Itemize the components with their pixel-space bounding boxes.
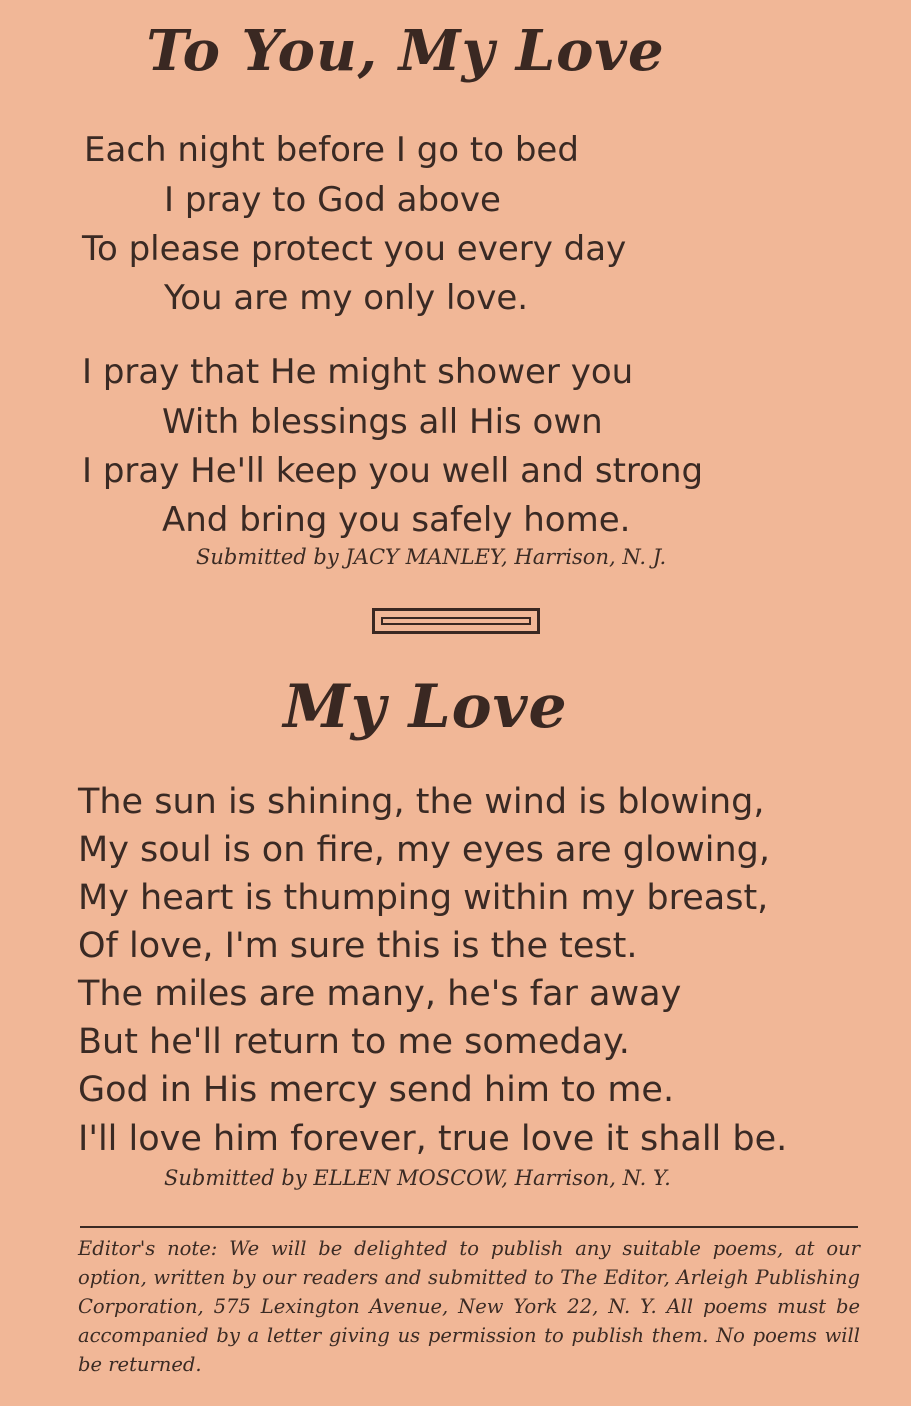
poem1-line: I pray that He might shower you — [82, 352, 634, 392]
poem2-line: Of love, I'm sure this is the test. — [78, 926, 638, 966]
poem2-line: God in His mercy send him to me. — [78, 1070, 675, 1110]
poem2-line: My heart is thumping within my breast, — [78, 878, 769, 918]
poem2-line: But he'll return to me someday. — [78, 1022, 630, 1062]
poem1-line: Each night before I go to bed — [84, 130, 579, 170]
poem2-credit: Submitted by ELLEN MOSCOW, Harrison, N. Y. — [164, 1166, 671, 1190]
poem2-line: I'll love him forever, true love it shall be. — [78, 1119, 788, 1159]
poem1-line: And bring you safely home. — [162, 500, 631, 540]
poem1-title: To You, My Love — [146, 18, 665, 84]
poem1-line: I pray He'll keep you well and strong — [82, 451, 704, 491]
poem2-line: My soul is on fire, my eyes are glowing, — [78, 830, 771, 870]
ornamental-divider — [372, 608, 540, 634]
poem1-credit: Submitted by JACY MANLEY, Harrison, N. J. — [196, 545, 667, 569]
poem2-line: The miles are many, he's far away — [78, 974, 682, 1014]
divider-rule — [80, 1226, 858, 1228]
poem2-line: The sun is shining, the wind is blowing, — [78, 782, 765, 822]
poem1-line: To please protect you every day — [82, 229, 627, 269]
poem1-line: You are my only love. — [164, 278, 529, 318]
poem2-title: My Love — [283, 672, 568, 742]
poem1-line: I pray to God above — [164, 180, 501, 220]
editor-note: Editor's note: We will be delighted to publish any suitable poems, at our option, written by our readers and submitted to The Editor, Arleigh Publishing Corporation, 575 Lexington Avenue, New York 22, N. Y. All poems must be accompanied by a letter giving us permission to publish them. No poems will be returned. — [78, 1237, 860, 1376]
poem1-line: With blessings all His own — [162, 402, 603, 442]
